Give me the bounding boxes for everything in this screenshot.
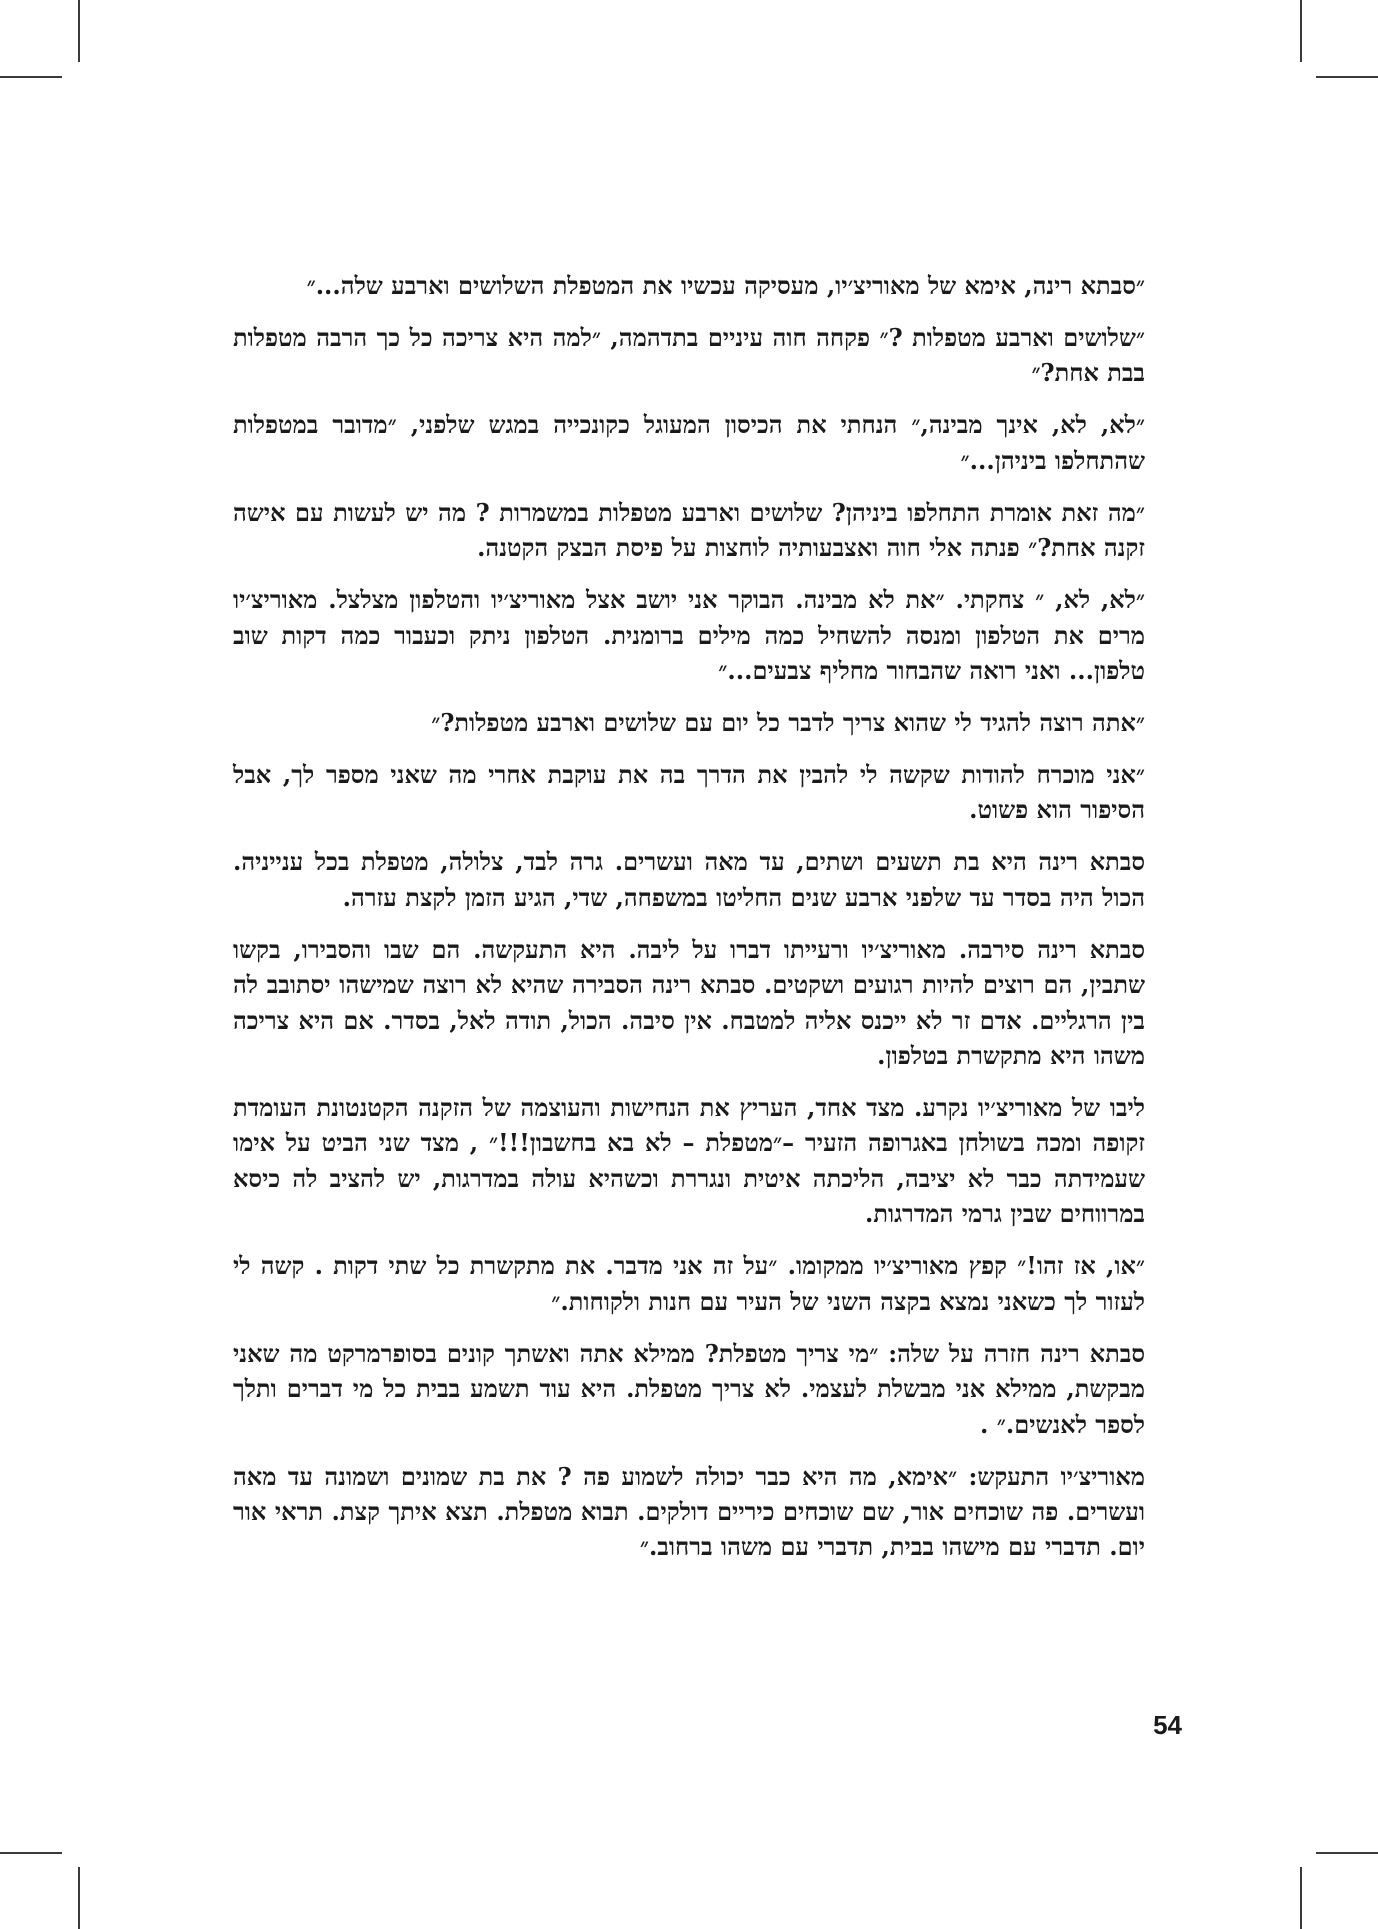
- crop-mark-top-left: [78, 0, 80, 62]
- paragraph: ״שלושים וארבע מטפלות ?״ פקחה חוה עיניים בתדהמה, ״למה היא צריכה כל כך הרבה מטפלות בבת אחת?״: [233, 323, 1145, 388]
- crop-mark-left-bottom: [0, 1852, 62, 1854]
- paragraph: סבתא רינה סירבה. מאוריצ׳יו ורעייתו דברו על ליבה. היא התעקשה. הם שבו והסבירו, בקשו שתבין, הם רוצים להיות רגועים ושקטים. סבתא רינה הסבירה שהיא לא רוצה שמישהו יסתובב לה בין הרגליים. אדם זר לא ייכנס אליה למטבח. אין סיבה. הכול, תודה לאל, בסדר. אם היא צריכה משהו היא מתקשרת בטלפון.: [233, 934, 1145, 1071]
- paragraph: מאוריצ׳יו התעקש: ״אימא, מה היא כבר יכולה לשמוע פה ? את בת שמונים ושמונה עד מאה ועשרים. פה שוכחים אור, שם שוכחים כיריים דולקים. תבוא מטפלת. תצא איתך קצת. תראי אור יום. תדברי עם מישהו בבית, תדברי עם משהו ברחוב.״: [233, 1461, 1145, 1562]
- page-number: 54: [1153, 1710, 1182, 1740]
- paragraph: ״מה זאת אומרת התחלפו ביניהן? שלושים וארבע מטפלות במשמרות ? מה יש לעשות עם אישה זקנה אחת?״ פנתה אלי חוה ואצבעותיה לוחצות על פיסת הבצק הקטנה.: [233, 497, 1145, 563]
- paragraph: ״או, אז זהו!״ קפץ מאוריצ׳יו ממקומו. ״על זה אני מדבר. את מתקשרת כל שתי דקות . קשה לי לעזור לך כשאני נמצא בקצה השני של העיר עם חנות ולקוחות.״: [233, 1251, 1145, 1316]
- paragraph: סבתא רינה חזרה על שלה: ״מי צריך מטפלת? ממילא אתה ואשתך קונים בסופרמרקט מה שאני מבקשת, ממילא אני מבשלת לעצמי. לא צריך מטפלת. היא עוד תשמע בבית כל מי דברים ותלך לספר לאנשים.״ .: [233, 1338, 1146, 1439]
- crop-mark-left-top: [0, 76, 62, 78]
- paragraph: סבתא רינה היא בת תשעים ושתים, עד מאה ועשרים. גרה לבד, צלולה, מטפלת בכל ענייניה. הכול היה בסדר עד שלפני ארבע שנים החליטו במשפחה, שדי, הגיע הזמן לקצת עזרה.: [233, 847, 1145, 912]
- paragraph: ״אתה רוצה להגיד לי שהוא צריך לדבר כל יום עם שלושים וארבע מטפלות?״: [431, 708, 1145, 738]
- paragraph: ״אני מוכרח להודות שקשה לי להבין את הדרך בה את עוקבת אחרי מה שאני מספר לך, אבל הסיפור הוא פשוט.: [233, 760, 1145, 825]
- paragraph: ליבו של מאוריצ׳יו נקרע. מצד אחד, העריץ את הנחישות והעוצמה של הזקנה הקטנטונת העומדת זקופה ומכה בשולחן באגרופה הזעיר –״מטפלת – לא בא בחשבון!!!״ , מצד שני הביט על אימו שעמידתה כבר לא יציבה, הליכתה איטית ונגררת וכשהיא עולה במדרגות, יש להציב לה כיסא במרווחים שבין גרמי המדרגות.: [233, 1093, 1145, 1229]
- crop-mark-bottom-left: [78, 1867, 80, 1929]
- crop-mark-right-top: [1316, 76, 1378, 78]
- paragraph: ״לא, לא, אינך מבינה,״ הנחתי את הכיסון המעוגל כקונכייה במגש שלפני, ״מדובר במטפלות שהתחלפו ביניהן...״: [233, 410, 1145, 475]
- crop-mark-bottom-right: [1300, 1867, 1302, 1929]
- paragraph: ״לא, לא, ״ צחקתי. ״את לא מבינה. הבוקר אני יושב אצל מאוריצ׳יו והטלפון מצלצל. מאוריצ׳יו מרים את הטלפון ומנסה להשחיל כמה מילים ברומנית. הטלפון ניתק וכעבור כמה דקות שוב טלפון... ואני רואה שהבחור מחליף צבעים...״: [233, 585, 1146, 686]
- page-body-text: [233, 268, 1145, 1581]
- crop-mark-top-right: [1300, 0, 1302, 62]
- paragraph: ״סבתא רינה, אימא של מאוריצ׳יו, מעסיקה עכשיו את המטפלת השלושים וארבע שלה...״: [306, 271, 1145, 300]
- crop-mark-right-bottom: [1316, 1852, 1378, 1854]
